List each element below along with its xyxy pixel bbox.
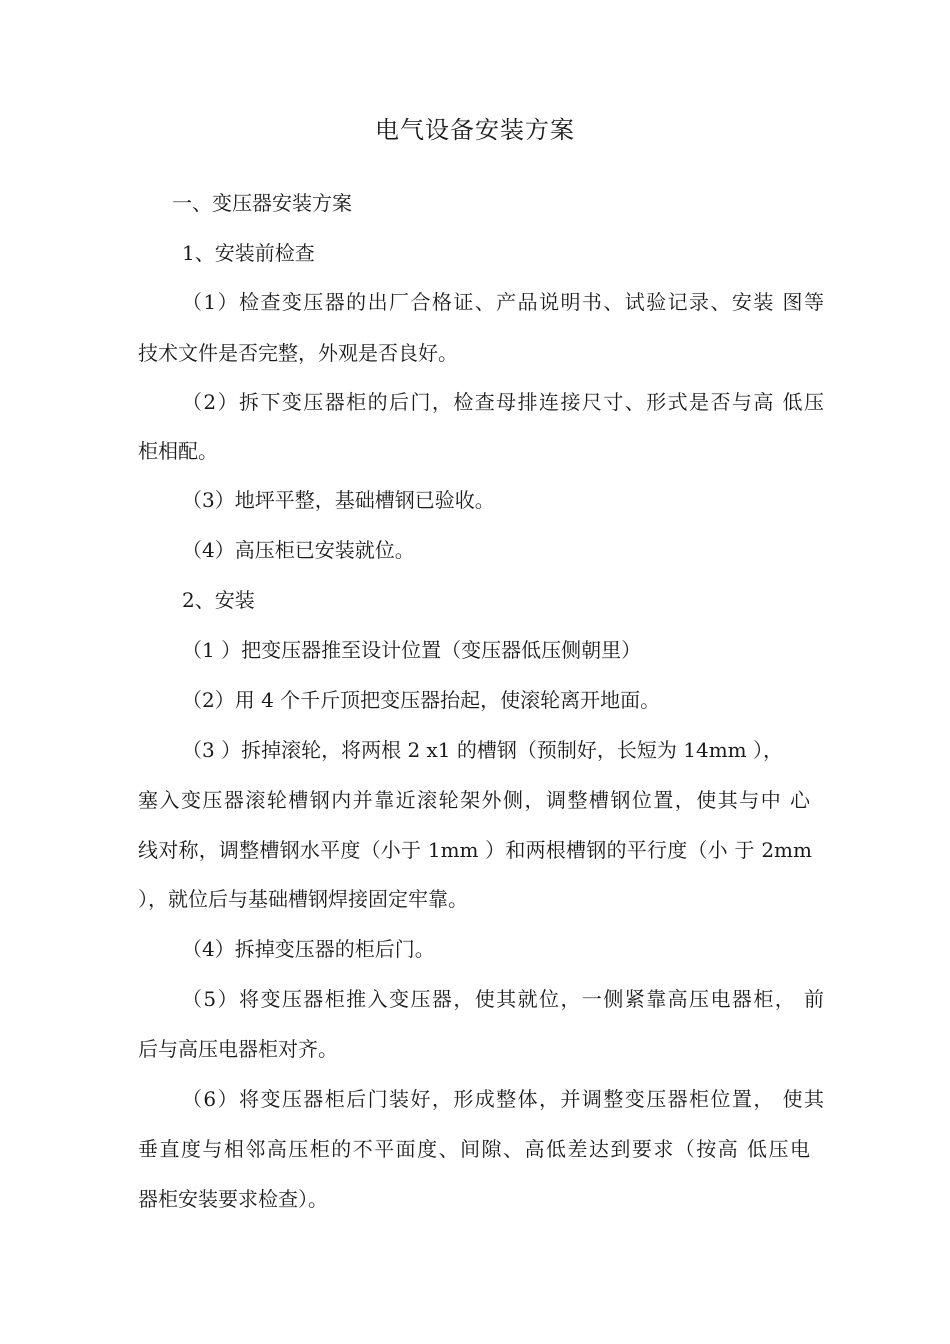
paragraph-line: （3 ）拆掉滚轮，将两根 2 x1 的槽钢（预制好，长短为 14mm ）， [182, 738, 783, 762]
paragraph-line: 器柜安装要求检查）。 [138, 1187, 328, 1211]
paragraph-line: （2）拆下变压器柜的后门，检查母排连接尺寸、形式是否与高 低压 [182, 390, 824, 414]
paragraph-line: （4）拆掉变压器的柜后门。 [182, 937, 435, 961]
subsection-heading: 1、安装前检查 [182, 241, 315, 265]
paragraph-line: 垂直度与相邻高压柜的不平面度、间隙、高低差达到要求（按高 低压电 [138, 1137, 810, 1161]
paragraph-line: （2）用 4 个千斤顶把变压器抬起，使滚轮离开地面。 [182, 688, 661, 712]
paragraph-line: 塞入变压器滚轮槽钢内并靠近滚轮架外侧，调整槽钢位置，使其与中 心 [138, 788, 810, 812]
paragraph-line: （4）高压柜已安装就位。 [182, 538, 415, 562]
paragraph-line: （1）检查变压器的出厂合格证、产品说明书、试验记录、安装 图等 [182, 290, 824, 314]
paragraph-line: 技术文件是否完整，外观是否良好。 [138, 341, 458, 365]
paragraph-line: 后与高压电器柜对齐。 [138, 1037, 338, 1061]
paragraph-line: （1 ）把变压器推至设计位置（变压器低压侧朝里） [182, 638, 642, 662]
paragraph-line: （3）地坪平整，基础槽钢已验收。 [182, 488, 495, 512]
paragraph-line: 线对称，调整槽钢水平度（小于 1mm ）和两根槽钢的平行度（小 于 2mm [138, 838, 812, 862]
paragraph-line: （5）将变压器柜推入变压器，使其就位，一侧紧靠高压电器柜， 前 [182, 987, 824, 1011]
paragraph-line: ），就位后与基础槽钢焊接固定牢靠。 [138, 887, 468, 911]
subsection-heading: 2、安装 [182, 588, 255, 612]
section-heading: 一、变压器安装方案 [172, 191, 352, 215]
document-title: 电气设备安装方案 [375, 116, 575, 144]
paragraph-line: 柜相配。 [138, 439, 218, 463]
paragraph-line: （6）将变压器柜后门装好，形成整体，并调整变压器柜位置， 使其 [182, 1087, 824, 1111]
